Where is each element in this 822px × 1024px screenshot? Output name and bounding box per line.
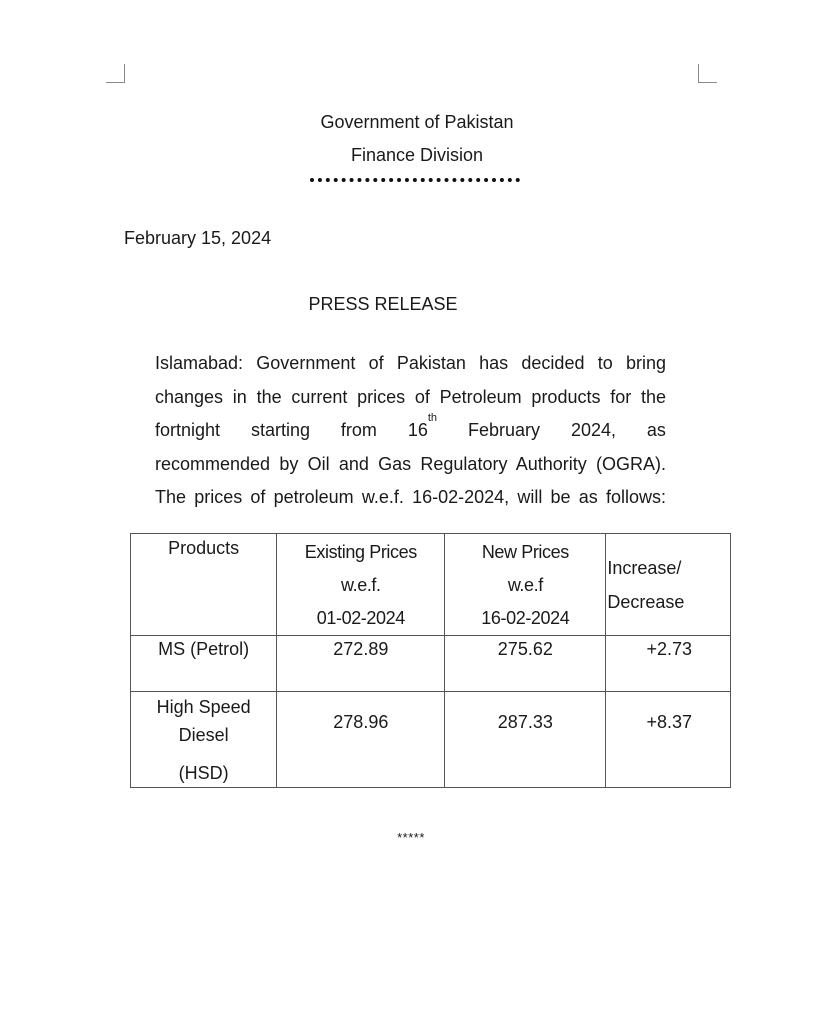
header-text: New Prices [481, 542, 569, 562]
body-word: as [646, 420, 666, 440]
body-word: February [467, 420, 541, 440]
product-name-line: (HSD) [178, 763, 229, 783]
body-line [155, 347, 666, 381]
header-text: 16-02-2024 [481, 608, 570, 628]
existing-price-cell [277, 636, 445, 692]
body-line-text: changes in the current prices of Petroleum products for the [155, 386, 666, 407]
crop-mark-right [698, 64, 717, 83]
new-price-cell [445, 692, 606, 788]
existing-price-cell [277, 692, 445, 788]
press-release-body [155, 347, 666, 515]
product-cell [131, 692, 277, 788]
product-name [131, 692, 276, 787]
division-heading: Finance Division [350, 145, 484, 165]
body-line [155, 448, 666, 482]
header-text: Increase/ [607, 558, 682, 578]
price-change-cell [606, 692, 731, 788]
body-line-text: Islamabad: Government of Pakistan has decided to bring [155, 353, 666, 373]
header-cell-existing [277, 534, 445, 636]
body-line-text: The prices of petroleum w.e.f. 16-02-2024, will be as follows: [155, 487, 666, 507]
header-new-label [445, 534, 605, 635]
header-text: Existing Prices [304, 542, 417, 562]
table-row [131, 636, 731, 692]
crop-mark-left [106, 64, 125, 83]
new-price-cell [445, 636, 606, 692]
header-text: w.e.f [507, 575, 543, 595]
body-line-text: recommended by Oil and Gas Regulatory Authority (OGRA). [155, 453, 666, 474]
price-change: +8.37 [646, 712, 692, 732]
product-name: MS (Petrol) [158, 639, 250, 659]
header-existing-label [277, 534, 444, 635]
existing-price: 278.96 [333, 712, 389, 732]
body-line [155, 414, 666, 448]
petroleum-price-table [130, 533, 731, 788]
body-word: fortnight [155, 420, 221, 440]
day-number: 16 [407, 420, 428, 440]
government-heading: Government of Pakistan [320, 112, 514, 132]
header-text: 01-02-2024 [316, 608, 405, 628]
price-change-cell [606, 636, 731, 692]
new-price: 287.33 [497, 712, 553, 732]
product-name-line: Diesel [178, 725, 229, 745]
header-text: Decrease [607, 592, 685, 612]
body-line [155, 481, 666, 515]
header-cell-new [445, 534, 606, 636]
end-marker: ***** [397, 830, 425, 845]
body-word: starting [250, 420, 310, 440]
body-word: 2024, [570, 420, 616, 440]
day-ordinal: th [427, 412, 438, 424]
press-release-title: PRESS RELEASE [308, 294, 458, 314]
product-cell [131, 636, 277, 692]
header-cell-change [606, 534, 731, 636]
header-change-label [606, 534, 730, 619]
header-text: w.e.f. [341, 575, 381, 595]
price-change: +2.73 [646, 639, 692, 659]
product-name-line: High Speed [156, 697, 251, 717]
release-date: February 15, 2024 [124, 228, 272, 248]
header-cell-products [131, 534, 277, 636]
header-products-label: Products [168, 538, 240, 558]
new-price: 275.62 [497, 639, 553, 659]
table-row [131, 692, 731, 788]
table-header-row [131, 534, 731, 636]
body-word: from [340, 420, 377, 440]
existing-price: 272.89 [333, 639, 389, 659]
body-line [155, 381, 666, 415]
body-date-day [408, 414, 437, 448]
dotted-divider [310, 178, 520, 182]
